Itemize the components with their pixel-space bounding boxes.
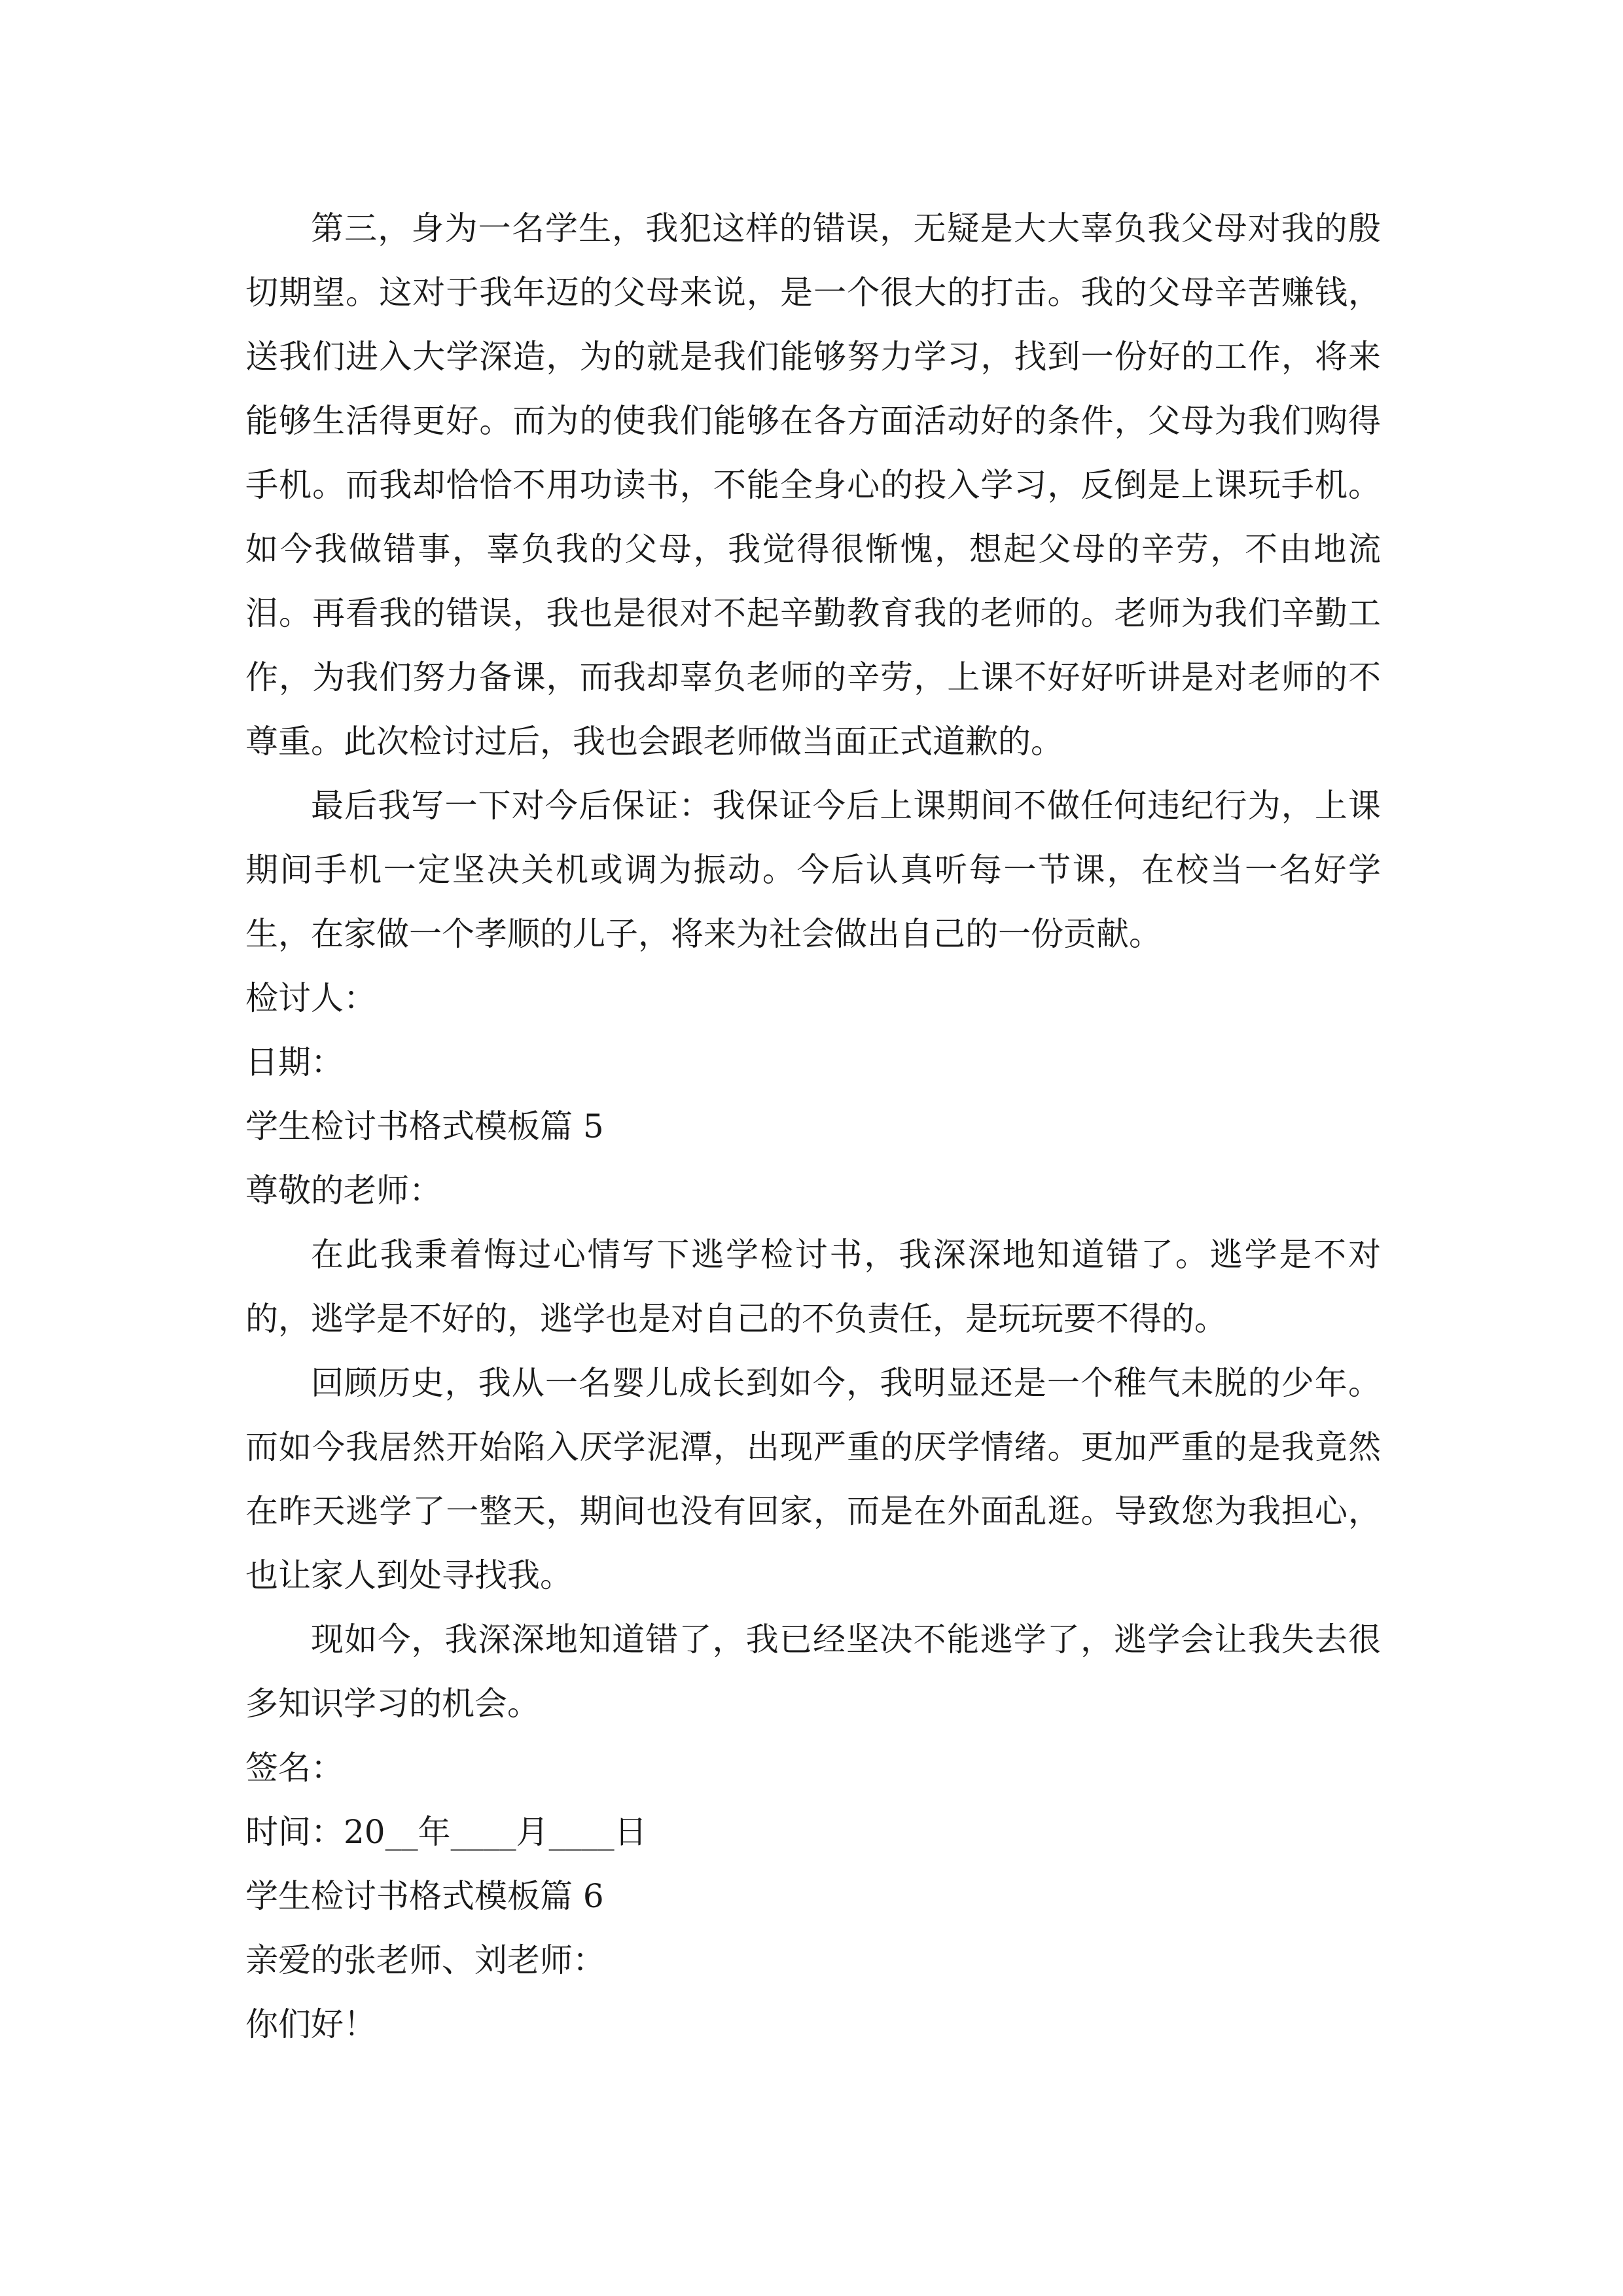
- section-6-salutation: 亲爱的张老师、刘老师：: [245, 1941, 605, 1979]
- reviewer-label: 检讨人：: [245, 979, 376, 1017]
- document-body: [245, 196, 1381, 2056]
- section-5-paragraph-1: 在此我秉着悔过心情写下逃学检讨书，我深深地知道错了。逃学是不对的，逃学是不好的，逃学也是对自己的不负责任，是玩玩要不得的。: [245, 1236, 1381, 1338]
- paragraph-guarantee: 最后我写一下对今后保证：我保证今后上课期间不做任何违纪行为，上课期间手机一定坚决关机或调为振动。今后认真听每一节课，在校当一名好学生，在家做一个孝顺的儿子，将来为社会做出自己的一份贡献。: [245, 787, 1381, 953]
- section-5-title: 学生检讨书格式模板篇 5: [245, 1107, 604, 1145]
- section-5-paragraph-3: 现如今，我深深地知道错了，我已经坚决不能逃学了，逃学会让我失去很多知识学习的机会。: [245, 1621, 1381, 1723]
- section-5-paragraph-2: 回顾历史，我从一名婴儿成长到如今，我明显还是一个稚气未脱的少年。而如今我居然开始陷入厌学泥潭，出现严重的厌学情绪。更加严重的是我竟然在昨天逃学了一整天，期间也没有回家，而是在外面乱逛。导致您为我担心，也让家人到处寻找我。: [245, 1364, 1381, 1594]
- paragraph-third-point: 第三，身为一名学生，我犯这样的错误，无疑是大大辜负我父母对我的殷切期望。这对于我年迈的父母来说，是一个很大的打击。我的父母辛苦赚钱，送我们进入大学深造，为的就是我们能够努力学习，找到一份好的工作，将来能够生活得更好。而为的使我们能够在各方面活动好的条件，父母为我们购得手机。而我却恰恰不用功读书，不能全身心的投入学习，反倒是上课玩手机。如今我做错事，辜负我的父母，我觉得很惭愧，想起父母的辛劳，不由地流泪。再看我的错误，我也是很对不起辛勤教育我的老师的。老师为我们辛勤工作，为我们努力备课，而我却辜负老师的辛劳，上课不好好听讲是对老师的不尊重。此次检讨过后，我也会跟老师做当面正式道歉的。: [245, 209, 1381, 761]
- section-5-time-line: 时间：20__年____月____日: [245, 1813, 647, 1851]
- section-5-signature-label: 签名：: [245, 1749, 344, 1787]
- section-6-greeting: 你们好！: [245, 2005, 376, 2043]
- date-label: 日期：: [245, 1043, 344, 1081]
- section-5-salutation: 尊敬的老师：: [245, 1172, 442, 1210]
- section-6-title: 学生检讨书格式模板篇 6: [245, 1877, 604, 1915]
